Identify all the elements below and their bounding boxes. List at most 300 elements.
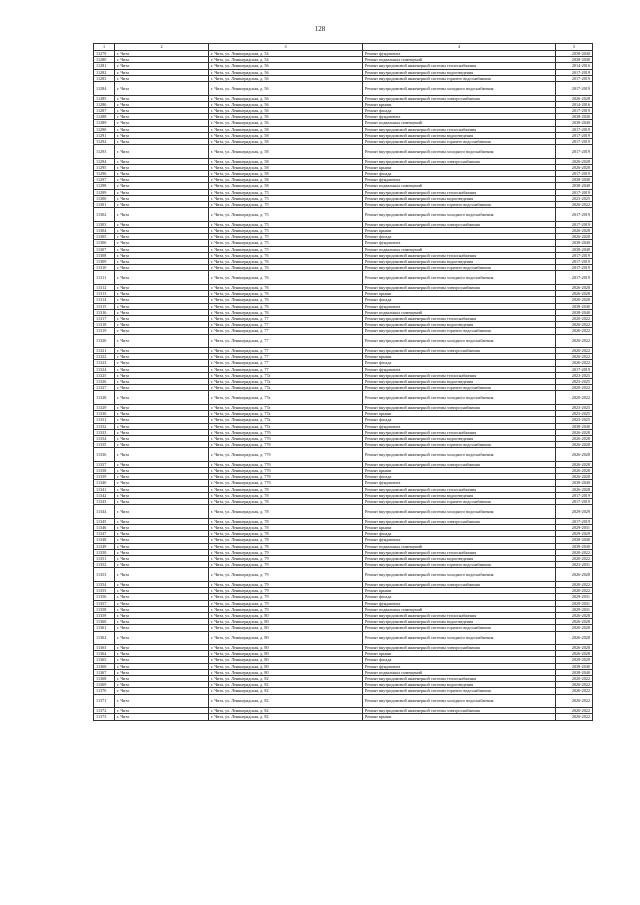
period-cell: 2026-2028: [556, 227, 593, 233]
work-type-cell: Ремонт подвальных помещений: [363, 246, 556, 252]
row-number-cell: 11320: [94, 334, 115, 348]
row-number-cell: 11323: [94, 360, 115, 366]
address-cell: г. Чита, ул. Ленинградская, д. 56: [209, 75, 363, 81]
work-type-cell: Ремонт внутридомовой инженерной системы теплоснабжения: [363, 126, 556, 132]
row-number-cell: 11340: [94, 480, 115, 486]
row-number-cell: 11292: [94, 138, 115, 144]
period-cell: 2023-2025: [556, 379, 593, 385]
work-type-cell: Ремонт внутридомовой инженерной системы горячего водоснабжения: [363, 265, 556, 271]
period-cell: 2029-2029: [556, 657, 593, 663]
locality-cell: г. Чита: [115, 543, 209, 549]
address-cell: г. Чита, ул. Ленинградская, д. 77а: [209, 417, 363, 423]
address-cell: г. Чита, ул. Ленинградская, д. 75: [209, 202, 363, 208]
locality-cell: г. Чита: [115, 714, 209, 720]
address-cell: г. Чита, ул. Ленинградская, д. 80: [209, 663, 363, 669]
locality-cell: г. Чита: [115, 69, 209, 75]
locality-cell: г. Чита: [115, 379, 209, 385]
row-number-cell: 11351: [94, 556, 115, 562]
period-cell: 2017-2019: [556, 492, 593, 498]
row-number-cell: 11331: [94, 417, 115, 423]
row-number-cell: 11307: [94, 246, 115, 252]
work-type-cell: Ремонт внутридомовой инженерной системы горячего водоснабжения: [363, 562, 556, 568]
period-cell: 2023-2025: [556, 372, 593, 378]
locality-cell: г. Чита: [115, 202, 209, 208]
period-cell: 2017-2019: [556, 75, 593, 81]
table-row: [94, 694, 593, 708]
address-cell: г. Чита, ул. Ленинградская, д. 56: [209, 69, 363, 75]
address-cell: г. Чита, ул. Ленинградская, д. 77: [209, 334, 363, 348]
row-number-cell: 11298: [94, 183, 115, 189]
row-number-cell: 11359: [94, 612, 115, 618]
work-type-cell: Ремонт фундамента: [363, 114, 556, 120]
period-cell: 2023-2031: [556, 562, 593, 568]
address-cell: г. Чита, ул. Ленинградская, д. 77б: [209, 480, 363, 486]
locality-cell: г. Чита: [115, 246, 209, 252]
work-type-cell: Ремонт крыши: [363, 468, 556, 474]
row-number-cell: 11348: [94, 537, 115, 543]
row-number-cell: 11299: [94, 189, 115, 195]
table-row: [94, 271, 593, 285]
address-cell: г. Чита, ул. Ленинградская, д. 82: [209, 688, 363, 694]
row-number-cell: 11354: [94, 581, 115, 587]
row-number-cell: 11341: [94, 486, 115, 492]
locality-cell: г. Чита: [115, 126, 209, 132]
row-number-cell: 11342: [94, 492, 115, 498]
period-cell: 2026-2028: [556, 95, 593, 101]
address-cell: г. Чита, ул. Ленинградская, д. 79: [209, 568, 363, 582]
locality-cell: г. Чита: [115, 568, 209, 582]
period-cell: 2020-2022: [556, 334, 593, 348]
work-type-cell: Ремонт внутридомовой инженерной системы холодного водоснабжения: [363, 145, 556, 159]
period-cell: 2026-2028: [556, 158, 593, 164]
work-type-cell: Ремонт крыши: [363, 291, 556, 297]
row-number-cell: 11365: [94, 657, 115, 663]
row-number-cell: 11362: [94, 631, 115, 645]
row-number-cell: 11367: [94, 669, 115, 675]
period-cell: 2038-2040: [556, 177, 593, 183]
period-cell: 2020-2022: [556, 676, 593, 682]
work-type-cell: Ремонт внутридомовой инженерной системы холодного водоснабжения: [363, 208, 556, 222]
row-number-cell: 11319: [94, 328, 115, 334]
locality-cell: г. Чита: [115, 183, 209, 189]
address-cell: г. Чита, ул. Ленинградская, д. 58: [209, 138, 363, 144]
work-type-cell: Ремонт подвальных помещений: [363, 57, 556, 63]
locality-cell: г. Чита: [115, 708, 209, 714]
address-cell: г. Чита, ул. Ленинградская, д. 78: [209, 537, 363, 543]
work-type-cell: Ремонт внутридомовой инженерной системы холодного водоснабжения: [363, 631, 556, 645]
work-type-cell: Ремонт крыши: [363, 227, 556, 233]
address-cell: г. Чита, ул. Ленинградская, д. 75: [209, 246, 363, 252]
address-cell: г. Чита, ул. Ленинградская, д. 82: [209, 694, 363, 708]
address-cell: г. Чита, ул. Ленинградская, д. 58: [209, 164, 363, 170]
address-cell: г. Чита, ул. Ленинградская, д. 79: [209, 549, 363, 555]
address-cell: г. Чита, ул. Ленинградская, д. 76: [209, 258, 363, 264]
period-cell: 2038-2040: [556, 309, 593, 315]
period-cell: 2026-2028: [556, 619, 593, 625]
locality-cell: г. Чита: [115, 107, 209, 113]
table-row: [94, 391, 593, 405]
locality-cell: г. Чита: [115, 505, 209, 519]
work-type-cell: Ремонт фасада: [363, 107, 556, 113]
locality-cell: г. Чита: [115, 309, 209, 315]
row-number-cell: 11373: [94, 714, 115, 720]
table-row: [94, 334, 593, 348]
locality-cell: г. Чита: [115, 271, 209, 285]
period-cell: 2020-2022: [556, 694, 593, 708]
row-number-cell: 11279: [94, 51, 115, 57]
row-number-cell: 11288: [94, 114, 115, 120]
work-type-cell: Ремонт фундамента: [363, 303, 556, 309]
locality-cell: г. Чита: [115, 120, 209, 126]
address-cell: г. Чита, ул. Ленинградская, д. 80: [209, 631, 363, 645]
locality-cell: г. Чита: [115, 651, 209, 657]
work-type-cell: Ремонт внутридомовой инженерной системы электроснабжения: [363, 708, 556, 714]
locality-cell: г. Чита: [115, 348, 209, 354]
row-number-cell: 11372: [94, 708, 115, 714]
address-cell: г. Чита, ул. Ленинградская, д. 77б: [209, 461, 363, 467]
work-type-cell: Ремонт фундамента: [363, 480, 556, 486]
period-cell: 2029-2031: [556, 594, 593, 600]
row-number-cell: 11335: [94, 442, 115, 448]
address-cell: г. Чита, ул. Ленинградская, д. 77а: [209, 391, 363, 405]
work-type-cell: Ремонт внутридомовой инженерной системы теплоснабжения: [363, 372, 556, 378]
period-cell: 2017-2019: [556, 126, 593, 132]
work-type-cell: Ремонт фасада: [363, 417, 556, 423]
row-number-cell: 11334: [94, 435, 115, 441]
work-type-cell: Ремонт фасада: [363, 657, 556, 663]
work-type-cell: Ремонт фасада: [363, 474, 556, 480]
period-cell: 2038-2040: [556, 537, 593, 543]
address-cell: г. Чита, ул. Ленинградская, д. 77: [209, 348, 363, 354]
row-number-cell: 11315: [94, 303, 115, 309]
work-type-cell: Ремонт внутридомовой инженерной системы водоотведения: [363, 379, 556, 385]
address-cell: г. Чита, ул. Ленинградская, д. 79: [209, 588, 363, 594]
work-type-cell: Ремонт внутридомовой инженерной системы электроснабжения: [363, 404, 556, 410]
row-number-cell: 11329: [94, 404, 115, 410]
address-cell: г. Чита, ул. Ленинградская, д. 58: [209, 145, 363, 159]
address-cell: г. Чита, ул. Ленинградская, д. 75: [209, 208, 363, 222]
row-number-cell: 11345: [94, 518, 115, 524]
locality-cell: г. Чита: [115, 518, 209, 524]
row-number-cell: 11314: [94, 297, 115, 303]
row-number-cell: 11325: [94, 372, 115, 378]
row-number-cell: 11302: [94, 208, 115, 222]
address-cell: г. Чита, ул. Ленинградская, д. 76: [209, 265, 363, 271]
row-number-cell: 11285: [94, 95, 115, 101]
row-number-cell: 11301: [94, 202, 115, 208]
period-cell: 2026-2028: [556, 468, 593, 474]
work-type-cell: Ремонт внутридомовой инженерной системы теплоснабжения: [363, 429, 556, 435]
period-cell: 2026-2028: [556, 645, 593, 651]
address-cell: г. Чита, ул. Ленинградская, д. 56: [209, 107, 363, 113]
row-number-cell: 11313: [94, 291, 115, 297]
address-cell: г. Чита, ул. Ленинградская, д. 80: [209, 645, 363, 651]
work-type-cell: Ремонт крыши: [363, 411, 556, 417]
work-type-cell: Ремонт внутридомовой инженерной системы теплоснабжения: [363, 486, 556, 492]
row-number-cell: 11310: [94, 265, 115, 271]
period-cell: 2038-2040: [556, 240, 593, 246]
period-cell: 2026-2028: [556, 291, 593, 297]
locality-cell: г. Чита: [115, 486, 209, 492]
locality-cell: г. Чита: [115, 429, 209, 435]
locality-cell: г. Чита: [115, 676, 209, 682]
row-number-cell: 11289: [94, 120, 115, 126]
row-number-cell: 11364: [94, 651, 115, 657]
row-number-cell: 11322: [94, 354, 115, 360]
row-number-cell: 11343: [94, 499, 115, 505]
work-type-cell: Ремонт фундамента: [363, 177, 556, 183]
address-cell: г. Чита, ул. Ленинградская, д. 76: [209, 291, 363, 297]
table-row: [94, 145, 593, 159]
address-cell: г. Чита, ул. Ленинградская, д. 76: [209, 309, 363, 315]
work-type-cell: Ремонт крыши: [363, 354, 556, 360]
address-cell: г. Чита, ул. Ленинградская, д. 58: [209, 183, 363, 189]
locality-cell: г. Чита: [115, 606, 209, 612]
row-number-cell: 11311: [94, 271, 115, 285]
address-cell: г. Чита, ул. Ленинградская, д. 82: [209, 676, 363, 682]
address-cell: г. Чита, ул. Ленинградская, д. 77: [209, 366, 363, 372]
address-cell: г. Чита, ул. Ленинградская, д. 75: [209, 240, 363, 246]
address-cell: г. Чита, ул. Ленинградская, д. 79: [209, 600, 363, 606]
row-number-cell: 11361: [94, 625, 115, 631]
work-type-cell: Ремонт внутридомовой инженерной системы холодного водоснабжения: [363, 334, 556, 348]
work-type-cell: Ремонт внутридомовой инженерной системы теплоснабжения: [363, 676, 556, 682]
locality-cell: г. Чита: [115, 448, 209, 462]
locality-cell: г. Чита: [115, 531, 209, 537]
locality-cell: г. Чита: [115, 171, 209, 177]
work-type-cell: Ремонт внутридомовой инженерной системы водоотведения: [363, 435, 556, 441]
row-number-cell: 11312: [94, 284, 115, 290]
locality-cell: г. Чита: [115, 442, 209, 448]
address-cell: г. Чита, ул. Ленинградская, д. 56: [209, 95, 363, 101]
locality-cell: г. Чита: [115, 284, 209, 290]
column-number: 4: [363, 44, 556, 51]
work-type-cell: Ремонт крыши: [363, 714, 556, 720]
address-cell: г. Чита, ул. Ленинградская, д. 58: [209, 132, 363, 138]
row-number-cell: 11360: [94, 619, 115, 625]
work-type-cell: Ремонт внутридомовой инженерной системы водоотведения: [363, 619, 556, 625]
row-number-cell: 11283: [94, 75, 115, 81]
work-type-cell: Ремонт внутридомовой инженерной системы холодного водоснабжения: [363, 448, 556, 462]
work-type-cell: Ремонт внутридомовой инженерной системы холодного водоснабжения: [363, 694, 556, 708]
work-type-cell: Ремонт внутридомовой инженерной системы горячего водоснабжения: [363, 75, 556, 81]
locality-cell: г. Чита: [115, 240, 209, 246]
address-cell: г. Чита, ул. Ленинградская, д. 82: [209, 714, 363, 720]
period-cell: 2020-2022: [556, 708, 593, 714]
address-cell: г. Чита, ул. Ленинградская, д. 80: [209, 619, 363, 625]
column-number-row: [94, 44, 593, 51]
row-number-cell: 11330: [94, 411, 115, 417]
address-cell: г. Чита, ул. Ленинградская, д. 56: [209, 114, 363, 120]
period-cell: 2038-2040: [556, 669, 593, 675]
row-number-cell: 11304: [94, 227, 115, 233]
period-cell: 2026-2028: [556, 164, 593, 170]
period-cell: 2017-2019: [556, 258, 593, 264]
locality-cell: г. Чита: [115, 138, 209, 144]
address-cell: г. Чита, ул. Ленинградская, д. 78: [209, 505, 363, 519]
period-cell: 2026-2028: [556, 474, 593, 480]
locality-cell: г. Чита: [115, 645, 209, 651]
row-number-cell: 11347: [94, 531, 115, 537]
work-type-cell: Ремонт внутридомовой инженерной системы горячего водоснабжения: [363, 202, 556, 208]
address-cell: г. Чита, ул. Ленинградская, д. 58: [209, 171, 363, 177]
work-type-cell: Ремонт фасада: [363, 360, 556, 366]
period-cell: 2038-2040: [556, 663, 593, 669]
period-cell: 2026-2028: [556, 625, 593, 631]
row-number-cell: 11284: [94, 82, 115, 96]
work-type-cell: Ремонт внутридомовой инженерной системы горячего водоснабжения: [363, 442, 556, 448]
period-cell: 2014-2016: [556, 101, 593, 107]
row-number-cell: 11346: [94, 524, 115, 530]
period-cell: 2026-2028: [556, 461, 593, 467]
work-type-cell: Ремонт фасада: [363, 531, 556, 537]
row-number-cell: 11352: [94, 562, 115, 568]
locality-cell: г. Чита: [115, 145, 209, 159]
row-number-cell: 11297: [94, 177, 115, 183]
table-row: [94, 568, 593, 582]
row-number-cell: 11306: [94, 240, 115, 246]
locality-cell: г. Чита: [115, 499, 209, 505]
address-cell: г. Чита, ул. Ленинградская, д. 79: [209, 606, 363, 612]
locality-cell: г. Чита: [115, 468, 209, 474]
address-cell: г. Чита, ул. Ленинградская, д. 79: [209, 594, 363, 600]
period-cell: 2026-2028: [556, 631, 593, 645]
row-number-cell: 11369: [94, 682, 115, 688]
work-type-cell: Ремонт внутридомовой инженерной системы электроснабжения: [363, 581, 556, 587]
address-cell: г. Чита, ул. Ленинградская, д. 80: [209, 657, 363, 663]
row-number-cell: 11363: [94, 645, 115, 651]
period-cell: 2017-2019: [556, 518, 593, 524]
table-row: [94, 82, 593, 96]
row-number-cell: 11296: [94, 171, 115, 177]
address-cell: г. Чита, ул. Ленинградская, д. 58: [209, 177, 363, 183]
locality-cell: г. Чита: [115, 562, 209, 568]
work-type-cell: Ремонт фундамента: [363, 423, 556, 429]
work-type-cell: Ремонт внутридомовой инженерной системы водоотведения: [363, 69, 556, 75]
period-cell: 2017-2019: [556, 221, 593, 227]
locality-cell: г. Чита: [115, 57, 209, 63]
row-number-cell: 11316: [94, 309, 115, 315]
locality-cell: г. Чита: [115, 600, 209, 606]
locality-cell: г. Чита: [115, 524, 209, 530]
locality-cell: г. Чита: [115, 663, 209, 669]
period-cell: 2017-2019: [556, 145, 593, 159]
locality-cell: г. Чита: [115, 234, 209, 240]
locality-cell: г. Чита: [115, 461, 209, 467]
locality-cell: г. Чита: [115, 95, 209, 101]
work-type-cell: Ремонт внутридомовой инженерной системы водоотведения: [363, 195, 556, 201]
work-type-cell: Ремонт внутридомовой инженерной системы электроснабжения: [363, 645, 556, 651]
locality-cell: г. Чита: [115, 315, 209, 321]
period-cell: 2017-2019: [556, 208, 593, 222]
row-number-cell: 11349: [94, 543, 115, 549]
work-type-cell: Ремонт подвальных помещений: [363, 309, 556, 315]
row-number-cell: 11324: [94, 366, 115, 372]
row-number-cell: 11295: [94, 164, 115, 170]
row-number-cell: 11282: [94, 69, 115, 75]
period-cell: 2020-2022: [556, 391, 593, 405]
locality-cell: г. Чита: [115, 417, 209, 423]
period-cell: 2038-2040: [556, 57, 593, 63]
address-cell: г. Чита, ул. Ленинградская, д. 80: [209, 625, 363, 631]
row-number-cell: 11290: [94, 126, 115, 132]
address-cell: г. Чита, ул. Ленинградская, д. 77: [209, 328, 363, 334]
locality-cell: г. Чита: [115, 549, 209, 555]
column-number: 2: [115, 44, 209, 51]
address-cell: г. Чита, ул. Ленинградская, д. 78: [209, 524, 363, 530]
period-cell: 2026-2028: [556, 442, 593, 448]
period-cell: 2020-2022: [556, 682, 593, 688]
address-cell: г. Чита, ул. Ленинградская, д. 77б: [209, 474, 363, 480]
locality-cell: г. Чита: [115, 411, 209, 417]
address-cell: г. Чита, ул. Ленинградская, д. 56: [209, 101, 363, 107]
locality-cell: г. Чита: [115, 537, 209, 543]
period-cell: 2026-2028: [556, 284, 593, 290]
address-cell: г. Чита, ул. Ленинградская, д. 76: [209, 297, 363, 303]
address-cell: г. Чита, ул. Ленинградская, д. 75: [209, 195, 363, 201]
locality-cell: г. Чита: [115, 612, 209, 618]
period-cell: 2020-2022: [556, 315, 593, 321]
page-number: 128: [314, 25, 326, 33]
address-cell: г. Чита, ул. Ленинградская, д. 77: [209, 322, 363, 328]
row-number-cell: 11327: [94, 385, 115, 391]
locality-cell: г. Чита: [115, 322, 209, 328]
locality-cell: г. Чита: [115, 158, 209, 164]
work-type-cell: Ремонт внутридомовой инженерной системы горячего водоснабжения: [363, 499, 556, 505]
work-type-cell: Ремонт фасада: [363, 234, 556, 240]
period-cell: 2017-2019: [556, 107, 593, 113]
locality-cell: г. Чита: [115, 258, 209, 264]
period-cell: 2014-2016: [556, 63, 593, 69]
period-cell: 2029-2031: [556, 606, 593, 612]
period-cell: 2026-2028: [556, 486, 593, 492]
work-type-cell: Ремонт крыши: [363, 651, 556, 657]
locality-cell: г. Чита: [115, 291, 209, 297]
period-cell: 2026-2028: [556, 429, 593, 435]
work-type-cell: Ремонт фасада: [363, 171, 556, 177]
work-type-cell: Ремонт внутридомовой инженерной системы холодного водоснабжения: [363, 505, 556, 519]
locality-cell: г. Чита: [115, 588, 209, 594]
work-type-cell: Ремонт крыши: [363, 588, 556, 594]
address-cell: г. Чита, ул. Ленинградская, д. 77б: [209, 468, 363, 474]
address-cell: г. Чита, ул. Ленинградская, д. 79: [209, 581, 363, 587]
address-cell: г. Чита, ул. Ленинградская, д. 76: [209, 284, 363, 290]
work-type-cell: Ремонт внутридомовой инженерной системы теплоснабжения: [363, 63, 556, 69]
period-cell: 2038-2040: [556, 51, 593, 57]
row-number-cell: 11308: [94, 252, 115, 258]
locality-cell: г. Чита: [115, 164, 209, 170]
work-type-cell: Ремонт фундамента: [363, 51, 556, 57]
row-number-cell: 11355: [94, 588, 115, 594]
locality-cell: г. Чита: [115, 221, 209, 227]
locality-cell: г. Чита: [115, 682, 209, 688]
address-cell: г. Чита, ул. Ленинградская, д. 75: [209, 189, 363, 195]
period-cell: 2023-2025: [556, 417, 593, 423]
locality-cell: г. Чита: [115, 366, 209, 372]
row-number-cell: 11337: [94, 461, 115, 467]
row-number-cell: 11291: [94, 132, 115, 138]
period-cell: 2020-2022: [556, 202, 593, 208]
locality-cell: г. Чита: [115, 385, 209, 391]
repair-schedule-table: [93, 43, 593, 721]
address-cell: г. Чита, ул. Ленинградская, д. 76: [209, 303, 363, 309]
work-type-cell: Ремонт фундамента: [363, 537, 556, 543]
locality-cell: г. Чита: [115, 423, 209, 429]
row-number-cell: 11303: [94, 221, 115, 227]
row-number-cell: 11286: [94, 101, 115, 107]
period-cell: 2026-2028: [556, 612, 593, 618]
row-number-cell: 11350: [94, 549, 115, 555]
